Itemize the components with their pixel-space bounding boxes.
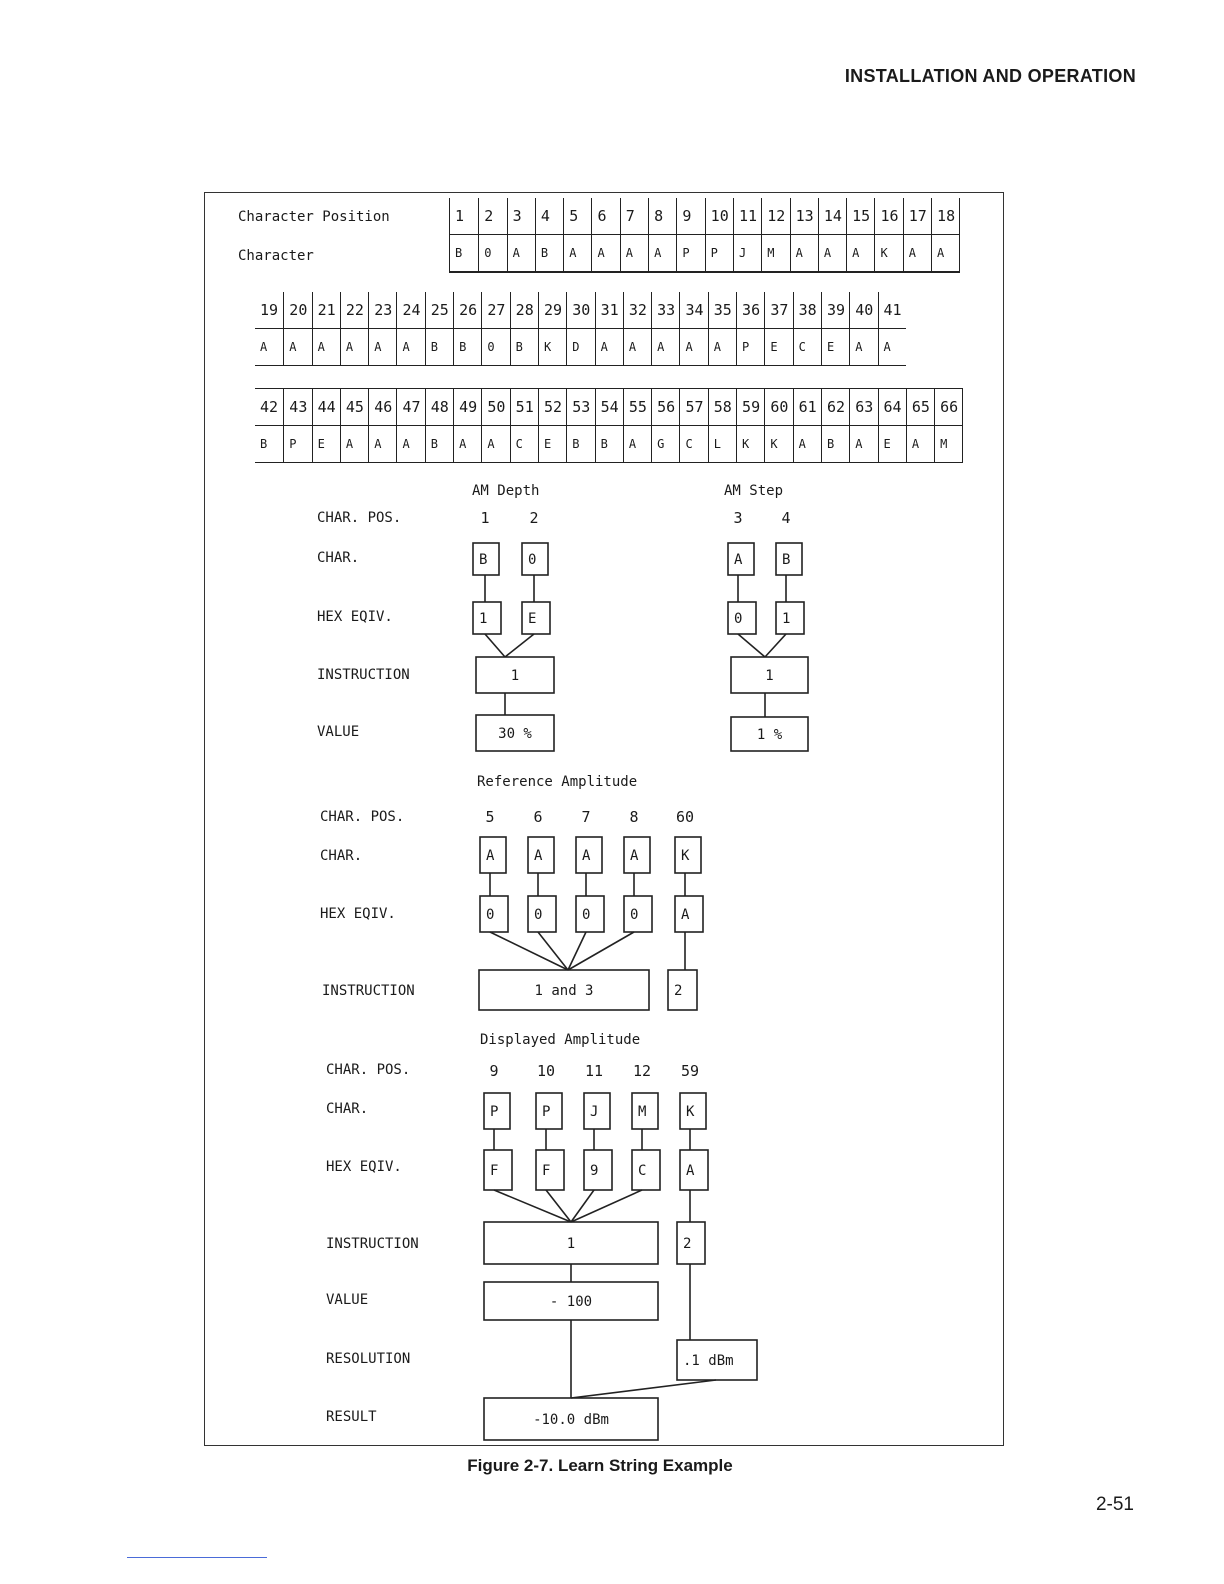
disp-amp-hex-text: F [542, 1163, 551, 1179]
character-cell: 0 [478, 235, 506, 271]
character-cell: A [849, 329, 877, 365]
character-cell: E [538, 426, 566, 462]
disp-amp-instruction-text: 1 [566, 1236, 576, 1252]
page-number: 2-51 [1095, 1494, 1134, 1515]
disp-amp-position: 12 [632, 1062, 652, 1080]
character-cell: B [821, 426, 849, 462]
am-step-value-text: 1 % [756, 727, 783, 743]
am-depth-position: 1 [480, 509, 490, 527]
disp-amp-hex-text: A [686, 1163, 695, 1179]
label-char-3: CHAR. [326, 1101, 369, 1117]
disp-amp-position: 11 [584, 1062, 604, 1080]
character-cell: A [312, 329, 340, 365]
character-cell: A [651, 329, 679, 365]
position-cell: 50 [481, 389, 509, 425]
character-cell: B [453, 329, 481, 365]
position-cell: 49 [453, 389, 481, 425]
character-cell: K [874, 235, 902, 271]
character-cell: L [708, 426, 736, 462]
character-cell: K [764, 426, 792, 462]
character-cell: A [818, 235, 846, 271]
character-cell: C [510, 426, 538, 462]
character-cell: C [679, 426, 707, 462]
character-cell: P [283, 426, 311, 462]
am-step-instruction-text: 1 [765, 668, 774, 684]
label-value-3: VALUE [326, 1292, 369, 1308]
am-step-merge [738, 634, 765, 657]
character-cell: E [312, 426, 340, 462]
character-cell: B [595, 426, 623, 462]
character-cell: A [679, 329, 707, 365]
character-cell: B [510, 329, 538, 365]
am-step-char-text: A [734, 552, 743, 568]
position-cell: 43 [283, 389, 311, 425]
am-depth-merge [505, 634, 534, 657]
position-cell: 64 [878, 389, 906, 425]
character-cell: A [906, 426, 934, 462]
ref-amp-position: 7 [581, 808, 591, 826]
disp-amp-char-text: J [590, 1104, 599, 1120]
character-cell: A [591, 235, 619, 271]
position-cell: 46 [368, 389, 396, 425]
ref-amp-position: 5 [485, 808, 495, 826]
position-cell: 17 [903, 198, 931, 234]
ref-amp-instruction-side-text: 2 [674, 983, 683, 999]
character-cell: A [368, 329, 396, 365]
character-cell: B [566, 426, 594, 462]
character-cell: A [563, 235, 591, 271]
label-character: Character [238, 248, 314, 264]
label-hex-2: HEX EQIV. [320, 906, 396, 922]
position-cell: 62 [821, 389, 849, 425]
position-cell: 10 [705, 198, 733, 234]
am-depth-char-text: 0 [528, 552, 537, 568]
character-cell: A [481, 426, 509, 462]
ref-amp-hex-text: 0 [534, 907, 543, 923]
position-cell: 54 [595, 389, 623, 425]
label-hex-3: HEX EQIV. [326, 1159, 402, 1175]
position-cell: 11 [733, 198, 761, 234]
position-cell: 28 [510, 292, 538, 328]
am-depth-char-text: B [479, 552, 488, 568]
position-cell: 16 [874, 198, 902, 234]
position-cell: 1 [455, 207, 465, 225]
character-cell: A [790, 235, 818, 271]
character-cell: A [283, 329, 311, 365]
am-depth-value-text: 30 % [498, 726, 532, 742]
position-cell: 9 [676, 198, 704, 234]
character-cell: A [507, 235, 535, 271]
character-cell: B [425, 426, 453, 462]
figure-caption: Figure 2-7. Learn String Example [467, 1456, 733, 1475]
ref-amp-instruction-text: 1 and 3 [534, 983, 594, 999]
position-cell: 53 [566, 389, 594, 425]
position-cell: 63 [849, 389, 877, 425]
character-cell: E [878, 426, 906, 462]
character-cell: B [535, 235, 563, 271]
disp-amp-result-text: -10.0 dBm [533, 1412, 609, 1428]
position-cell: 3 [507, 198, 535, 234]
am-depth-position: 2 [529, 509, 539, 527]
label-char-1: CHAR. [317, 550, 360, 566]
disp-amp-merge [571, 1380, 716, 1398]
character-cell: K [736, 426, 764, 462]
ref-amp-merge [538, 932, 568, 970]
ref-amp-hex-text: 0 [486, 907, 495, 923]
am-step-merge [765, 634, 786, 657]
position-cell: 24 [396, 292, 424, 328]
character-cell: A [453, 426, 481, 462]
character-cell: A [368, 426, 396, 462]
position-cell: 37 [764, 292, 792, 328]
position-cell: 55 [623, 389, 651, 425]
disp-amp-position: 9 [489, 1062, 499, 1080]
label-instruction-3: INSTRUCTION [326, 1236, 419, 1252]
position-cell: 66 [934, 389, 962, 425]
ref-amp-merge [568, 932, 634, 970]
ref-amp-position: 6 [533, 808, 543, 826]
position-cell: 36 [736, 292, 764, 328]
position-cell: 8 [648, 198, 676, 234]
disp-amp-instruction-side-text: 2 [683, 1236, 692, 1252]
character-cell: A [846, 235, 874, 271]
label-resolution-3: RESOLUTION [326, 1351, 411, 1367]
character-cell: A [903, 235, 931, 271]
position-cell: 19 [260, 301, 279, 319]
position-cell: 14 [818, 198, 846, 234]
ref-amp-char-text: A [582, 848, 591, 864]
character-cell: 0 [481, 329, 509, 365]
am-depth-hex-text: E [528, 611, 537, 627]
label-char-2: CHAR. [320, 848, 363, 864]
position-cell: 31 [595, 292, 623, 328]
character-cell: B [425, 329, 453, 365]
position-cell: 30 [566, 292, 594, 328]
disp-amp-char-text: P [542, 1104, 551, 1120]
label-value-1: VALUE [317, 724, 360, 740]
ref-amp-merge [490, 932, 568, 970]
ref-amp-char-text: A [486, 848, 495, 864]
label-char-pos-2: CHAR. POS. [320, 809, 405, 825]
character-cell: D [566, 329, 594, 365]
label-char-pos-3: CHAR. POS. [326, 1062, 411, 1078]
position-cell: 4 [535, 198, 563, 234]
character-cell: A [340, 426, 368, 462]
character-cell: A [396, 426, 424, 462]
position-cell: 6 [591, 198, 619, 234]
position-cell: 20 [283, 292, 311, 328]
position-cell: 56 [651, 389, 679, 425]
disp-amp-char-text: P [490, 1104, 499, 1120]
position-cell: 15 [846, 198, 874, 234]
character-cell: A [396, 329, 424, 365]
position-cell: 60 [764, 389, 792, 425]
ref-amp-char-text: A [534, 848, 543, 864]
character-cell: P [676, 235, 704, 271]
position-cell: 22 [340, 292, 368, 328]
am-step-title: AM Step [724, 483, 784, 499]
page-header: INSTALLATION AND OPERATION [844, 66, 1136, 86]
disp-amp-char-text: K [686, 1104, 695, 1120]
disp-amp-hex-text: 9 [590, 1163, 599, 1179]
character-cell: E [821, 329, 849, 365]
position-cell: 45 [340, 389, 368, 425]
position-cell: 7 [620, 198, 648, 234]
character-cell: A [623, 329, 651, 365]
position-cell: 33 [651, 292, 679, 328]
character-cell: A [595, 329, 623, 365]
position-cell: 18 [931, 198, 959, 234]
am-depth-title: AM Depth [472, 483, 540, 499]
position-cell: 5 [563, 198, 591, 234]
am-depth-merge [485, 634, 505, 657]
disp-amp-position: 59 [680, 1062, 700, 1080]
position-cell: 40 [849, 292, 877, 328]
ref-amp-instruction-side-box [668, 970, 697, 1010]
character-cell: A [793, 426, 821, 462]
label-instruction-1: INSTRUCTION [317, 667, 410, 683]
position-cell: 52 [538, 389, 566, 425]
ref-amp-hex-text: 0 [630, 907, 639, 923]
ref-amp-char-text: A [630, 848, 639, 864]
label-hex-1: HEX EQIV. [317, 609, 393, 625]
position-cell: 26 [453, 292, 481, 328]
character-cell: P [736, 329, 764, 365]
position-cell: 35 [708, 292, 736, 328]
position-cell: 38 [793, 292, 821, 328]
ref-amp-hex-text: 0 [582, 907, 591, 923]
character-cell: B [455, 246, 463, 260]
character-cell: P [705, 235, 733, 271]
ref-amp-position: 8 [629, 808, 639, 826]
character-cell: A [648, 235, 676, 271]
disp-amp-position: 10 [536, 1062, 556, 1080]
disp-amp-hex-text: C [638, 1163, 647, 1179]
position-cell: 65 [906, 389, 934, 425]
label-char-pos-1: CHAR. POS. [317, 510, 402, 526]
character-cell: A [931, 235, 959, 271]
ref-amp-char-text: K [681, 848, 690, 864]
position-cell: 12 [761, 198, 789, 234]
character-cell: A [878, 329, 906, 365]
position-cell: 57 [679, 389, 707, 425]
am-step-hex-text: 1 [782, 611, 791, 627]
character-cell: J [733, 235, 761, 271]
position-cell: 39 [821, 292, 849, 328]
disp-amp-value-text: - 100 [549, 1294, 593, 1310]
position-cell: 2 [478, 198, 506, 234]
character-cell: M [761, 235, 789, 271]
am-step-position: 4 [781, 509, 791, 527]
position-cell: 34 [679, 292, 707, 328]
position-cell: 61 [793, 389, 821, 425]
displayed-amplitude-title: Displayed Amplitude [480, 1032, 641, 1048]
bottom-rule [127, 1557, 267, 1558]
position-cell: 21 [312, 292, 340, 328]
character-cell: G [651, 426, 679, 462]
position-cell: 59 [736, 389, 764, 425]
character-cell: A [260, 340, 268, 354]
character-cell: M [934, 426, 962, 462]
position-cell: 27 [481, 292, 509, 328]
label-result-3: RESULT [326, 1409, 377, 1425]
character-cell: B [260, 437, 268, 451]
disp-amp-resolution-text: .1 dBm [683, 1353, 734, 1369]
disp-amp-char-text: M [638, 1104, 647, 1120]
position-cell: 13 [790, 198, 818, 234]
character-cell: A [623, 426, 651, 462]
ref-amp-hex-text: A [681, 907, 690, 923]
label-character-position: Character Position [238, 209, 390, 225]
character-cell: C [793, 329, 821, 365]
position-cell: 48 [425, 389, 453, 425]
am-step-char-text: B [782, 552, 791, 568]
am-depth-instruction-text: 1 [510, 668, 520, 684]
am-step-hex-text: 0 [734, 611, 743, 627]
position-cell: 51 [510, 389, 538, 425]
character-cell: A [340, 329, 368, 365]
position-cell: 58 [708, 389, 736, 425]
am-depth-hex-text: 1 [479, 611, 488, 627]
disp-amp-hex-text: F [490, 1163, 499, 1179]
position-cell: 25 [425, 292, 453, 328]
character-cell: K [538, 329, 566, 365]
label-instruction-2: INSTRUCTION [322, 983, 415, 999]
ref-amp-position: 60 [675, 808, 695, 826]
position-cell: 32 [623, 292, 651, 328]
position-cell: 42 [260, 398, 279, 416]
reference-amplitude-title: Reference Amplitude [477, 774, 638, 790]
position-cell: 41 [878, 292, 906, 328]
position-cell: 23 [368, 292, 396, 328]
character-cell: A [620, 235, 648, 271]
character-cell: A [849, 426, 877, 462]
character-cell: E [764, 329, 792, 365]
am-step-position: 3 [733, 509, 743, 527]
character-cell: A [708, 329, 736, 365]
position-cell: 44 [312, 389, 340, 425]
position-cell: 47 [396, 389, 424, 425]
position-cell: 29 [538, 292, 566, 328]
